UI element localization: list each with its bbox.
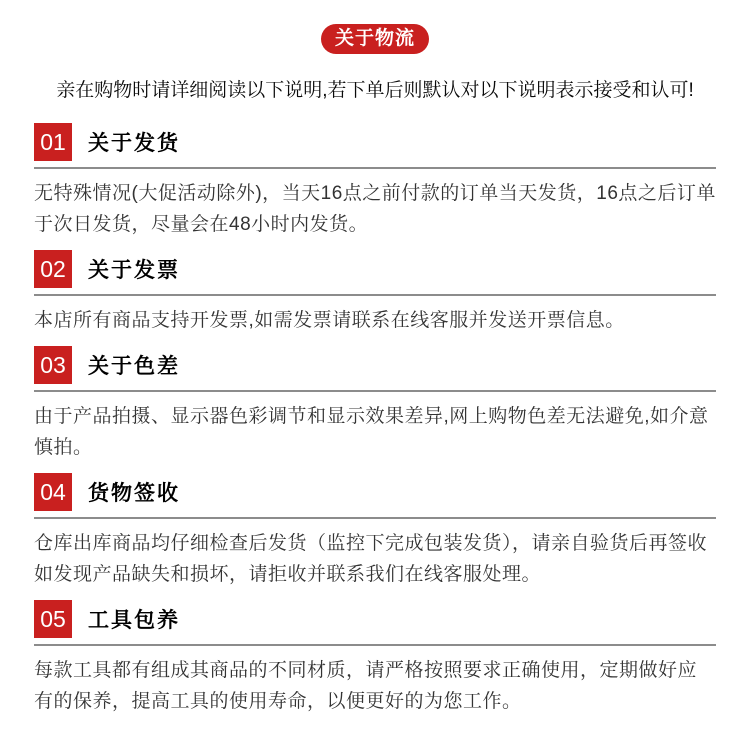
section-header	[34, 250, 716, 288]
section-body-text: 每款工具都有组成其商品的不同材质，请严格按照要求正确使用，定期做好应有的保养，提高工具的使用寿命，以便更好的为您工作。	[34, 660, 698, 712]
section-number-badge: 01	[34, 123, 72, 161]
section-header	[34, 473, 716, 511]
section-number-badge: 05	[34, 600, 72, 638]
section-title: 关于色差	[88, 355, 180, 378]
section-header	[34, 600, 716, 638]
section-header	[34, 123, 716, 161]
section-divider	[34, 390, 716, 392]
section-number-badge: 04	[34, 473, 72, 511]
banner-row	[34, 24, 716, 54]
section-body-text: 无特殊情况(大促活动除外)，当天16点之前付款的订单当天发货，16点之后订单于次日发货，尽量会在48小时内发货。	[34, 183, 716, 235]
section-title: 关于发票	[88, 259, 180, 282]
section-divider	[34, 167, 716, 169]
section-body-text: 由于产品拍摄、显示器色彩调节和显示效果差异,网上购物色差无法避免,如介意慎拍。	[34, 406, 709, 458]
intro-notice-text: 亲在购物时请详细阅读以下说明,若下单后则默认对以下说明表示接受和认可!	[56, 80, 694, 101]
section-shipping	[34, 123, 716, 240]
section-number-badge: 03	[34, 346, 72, 384]
section-color-difference	[34, 346, 716, 463]
section-title: 工具包养	[88, 609, 180, 632]
section-goods-receipt	[34, 473, 716, 590]
section-divider	[34, 517, 716, 519]
section-title: 货物签收	[88, 482, 180, 505]
section-body-text: 仓库出库商品均仔细检查后发货（监控下完成包装发货），请亲自验货后再签收如发现产品缺失和损坏，请拒收并联系我们在线客服处理。	[34, 533, 708, 585]
section-header	[34, 346, 716, 384]
section-tool-maintenance	[34, 600, 716, 717]
section-divider	[34, 294, 716, 296]
page-title-banner: 关于物流	[321, 24, 429, 54]
section-title: 关于发货	[88, 132, 180, 155]
section-number-badge: 02	[34, 250, 72, 288]
section-divider	[34, 644, 716, 646]
section-body-text: 本店所有商品支持开发票,如需发票请联系在线客服并发送开票信息。	[34, 310, 625, 331]
section-invoice	[34, 250, 716, 336]
